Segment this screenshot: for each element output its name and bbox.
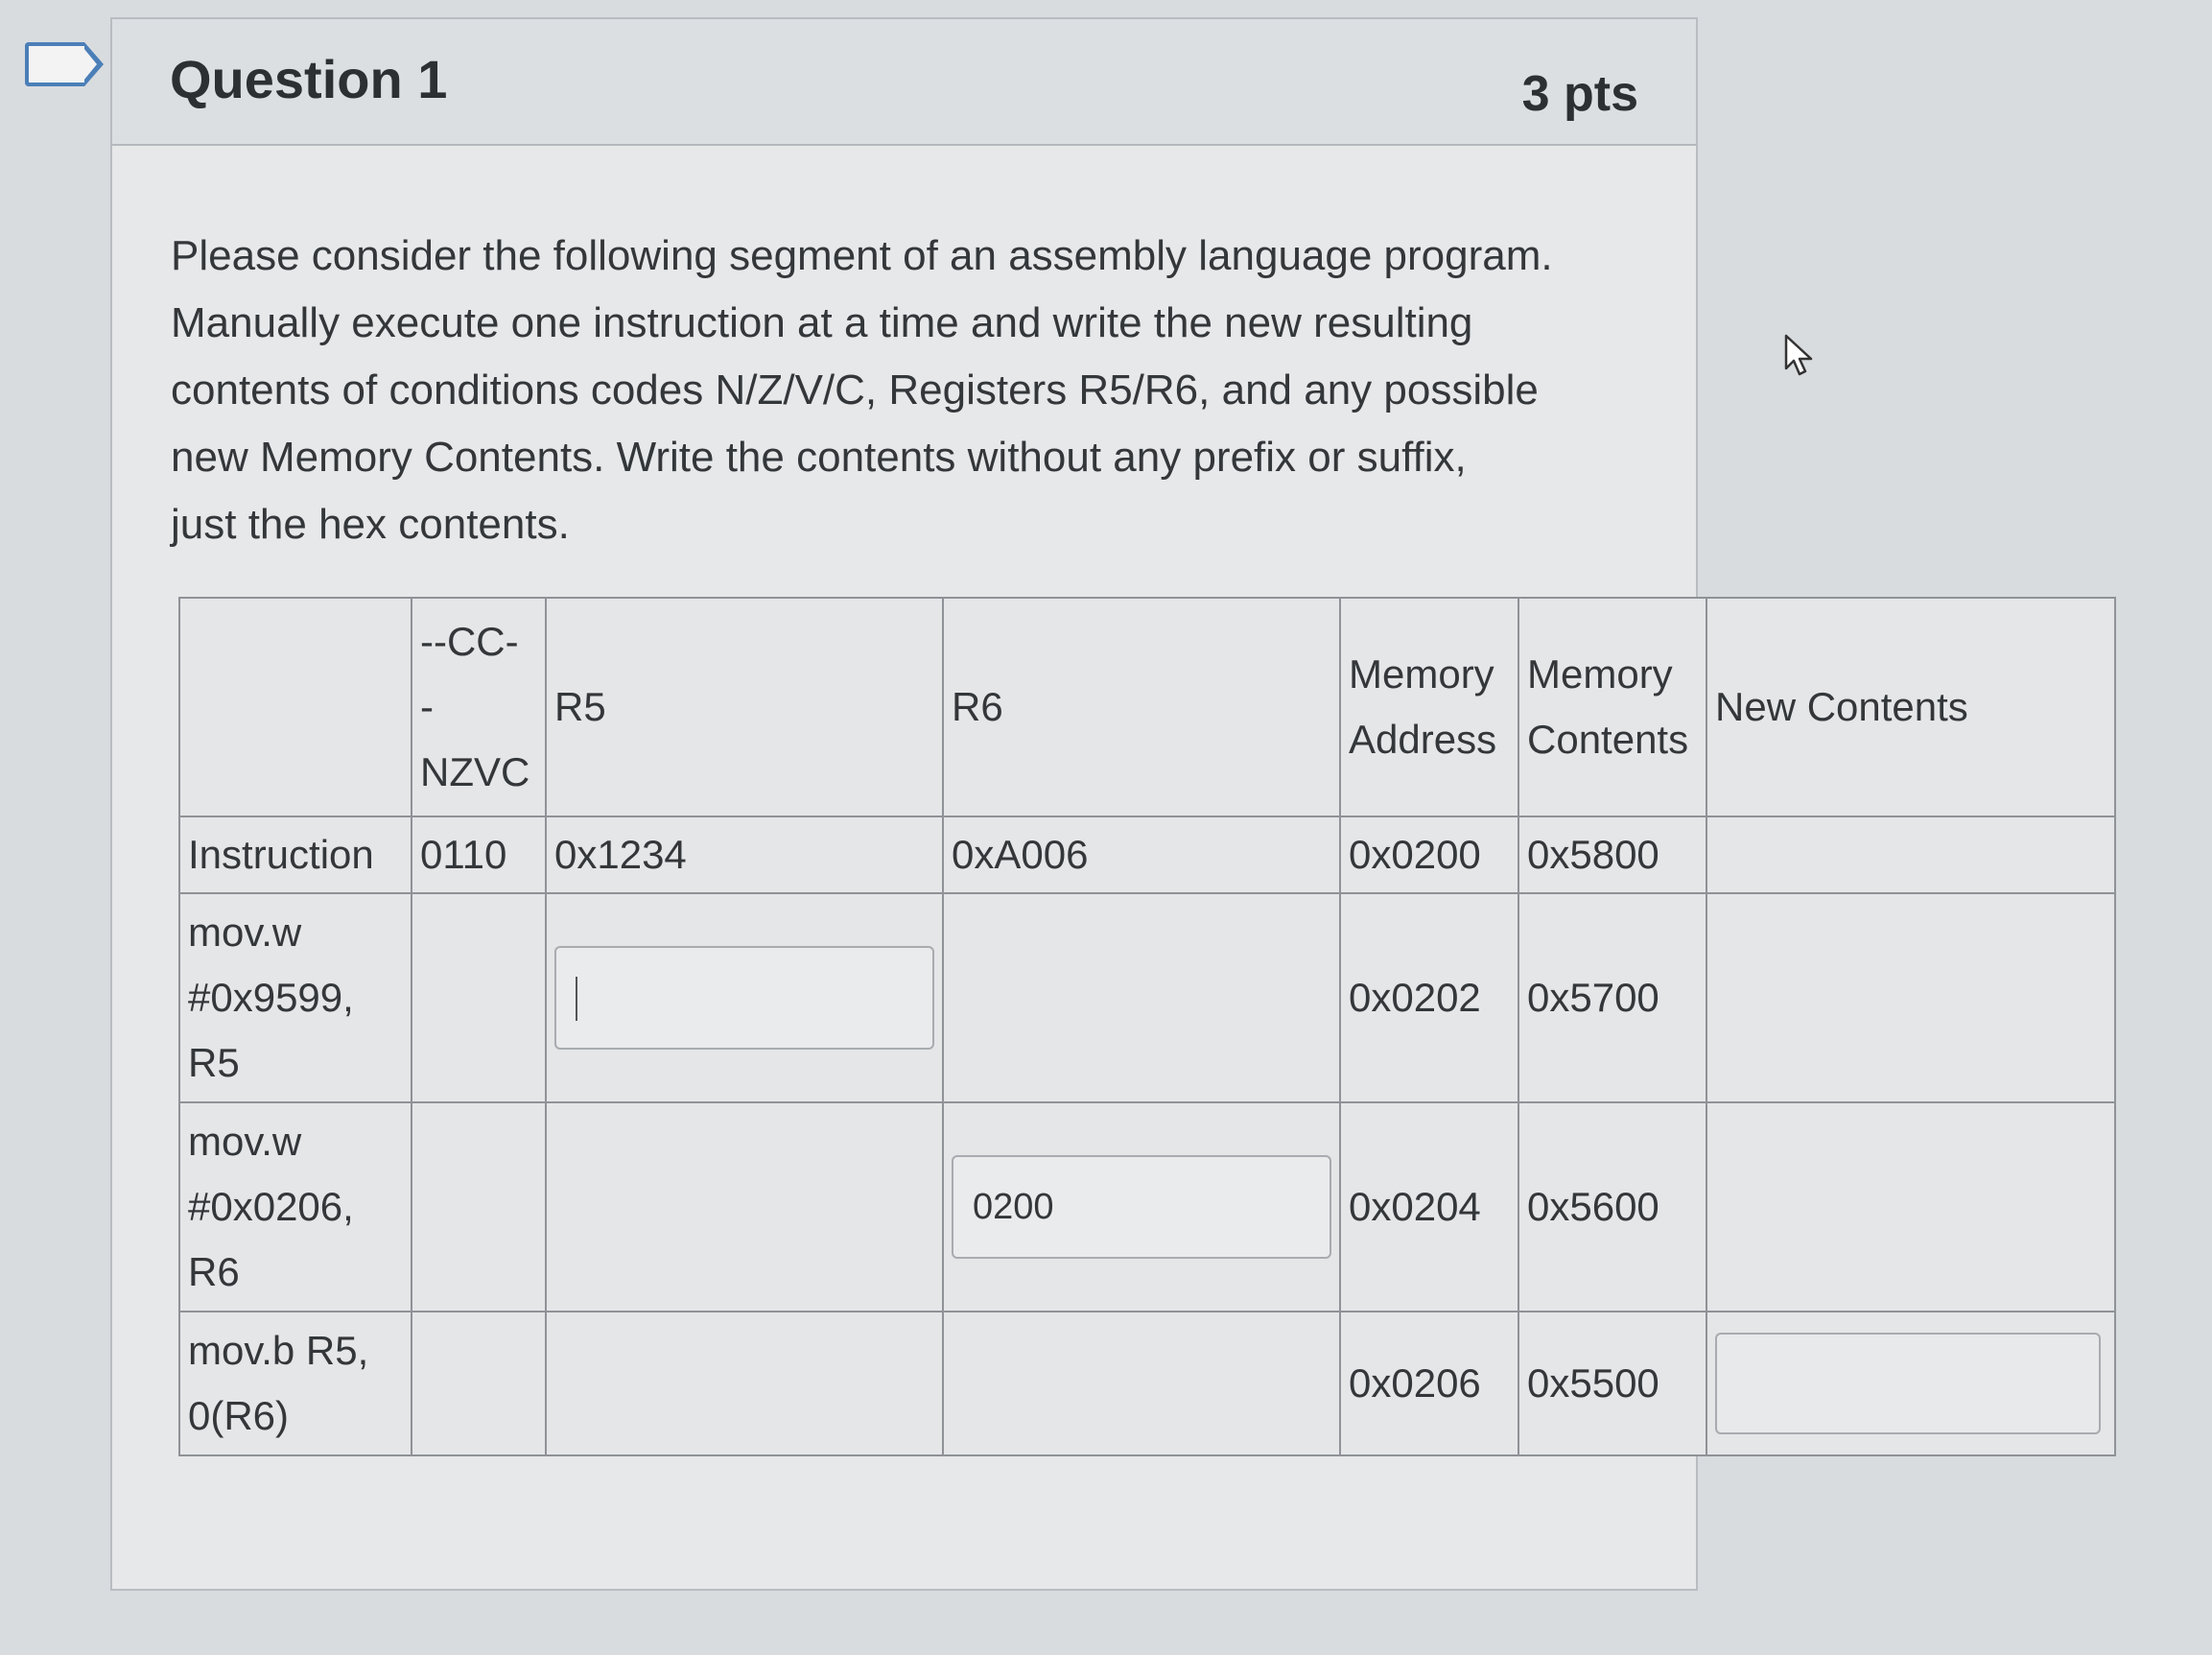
r6-cell xyxy=(943,893,1340,1102)
r5-cell: 0x1234 xyxy=(546,816,943,893)
prompt-line: just the hex contents. xyxy=(171,501,570,548)
table-header-row xyxy=(179,598,2115,816)
bookmark-flag-icon[interactable] xyxy=(25,42,84,86)
question-points: 3 pts xyxy=(1521,66,1638,122)
r6-cell: 0xA006 xyxy=(943,816,1340,893)
cc-cell xyxy=(412,893,546,1102)
prompt-line: contents of conditions codes N/Z/V/C, Registers R5/R6, and any possible xyxy=(171,366,1539,414)
instruction-line: 0(R6) xyxy=(188,1393,290,1438)
instruction-line: mov.w xyxy=(188,910,302,955)
header-line: Memory xyxy=(1349,651,1494,697)
question-header xyxy=(112,19,1696,146)
new-contents-answer-input[interactable] xyxy=(1715,1333,2101,1434)
instruction-cell xyxy=(179,893,412,1102)
header-cc-line: --CC- xyxy=(420,619,519,664)
header-instruction xyxy=(179,598,412,816)
new-contents-cell xyxy=(1706,893,2115,1102)
question-prompt xyxy=(171,223,1648,558)
question-title: Question 1 xyxy=(170,49,448,109)
table-row xyxy=(179,1102,2115,1312)
instruction-cell xyxy=(179,1312,412,1455)
header-cc xyxy=(412,598,546,816)
instruction-cell: Instruction xyxy=(179,816,412,893)
execution-table xyxy=(178,597,2116,1456)
r6-cell xyxy=(943,1102,1340,1312)
header-cc-line: NZVC xyxy=(420,749,530,794)
r6-cell xyxy=(943,1312,1340,1455)
memory-contents-cell: 0x5800 xyxy=(1518,816,1706,893)
cc-cell: 0110 xyxy=(412,816,546,893)
memory-contents-cell: 0x5600 xyxy=(1518,1102,1706,1312)
memory-contents-cell: 0x5500 xyxy=(1518,1312,1706,1455)
instruction-line: R5 xyxy=(188,1040,240,1085)
r5-cell xyxy=(546,893,943,1102)
header-line: Contents xyxy=(1527,717,1689,762)
memory-contents-cell: 0x5700 xyxy=(1518,893,1706,1102)
instruction-cell xyxy=(179,1102,412,1312)
r5-answer-input[interactable] xyxy=(554,946,934,1050)
prompt-line: Manually execute one instruction at a time and write the new resulting xyxy=(171,299,1473,346)
header-new-contents: New Contents xyxy=(1706,598,2115,816)
prompt-line: Please consider the following segment of an assembly language program. xyxy=(171,232,1553,279)
r6-answer-input[interactable]: 0200 xyxy=(952,1155,1331,1259)
r5-cell xyxy=(546,1312,943,1455)
header-memory-contents xyxy=(1518,598,1706,816)
table-row xyxy=(179,1312,2115,1455)
header-line: Address xyxy=(1349,717,1497,762)
mouse-pointer-icon xyxy=(1782,334,1817,378)
new-contents-cell xyxy=(1706,1102,2115,1312)
prompt-line: new Memory Contents. Write the contents without any prefix or suffix, xyxy=(171,434,1467,481)
header-line: Memory xyxy=(1527,651,1673,697)
instruction-line: mov.w xyxy=(188,1119,302,1164)
header-r6: R6 xyxy=(943,598,1340,816)
cc-cell xyxy=(412,1312,546,1455)
instruction-line: mov.b R5, xyxy=(188,1328,369,1373)
header-cc-line: - xyxy=(420,684,434,729)
new-contents-cell xyxy=(1706,1312,2115,1455)
memory-address-cell: 0x0200 xyxy=(1340,816,1518,893)
instruction-line: #0x0206, xyxy=(188,1184,354,1229)
memory-address-cell: 0x0204 xyxy=(1340,1102,1518,1312)
instruction-line: #0x9599, xyxy=(188,975,354,1020)
memory-address-cell: 0x0202 xyxy=(1340,893,1518,1102)
table-row-initial xyxy=(179,816,2115,893)
memory-address-cell: 0x0206 xyxy=(1340,1312,1518,1455)
table-row xyxy=(179,893,2115,1102)
header-r5: R5 xyxy=(546,598,943,816)
new-contents-cell xyxy=(1706,816,2115,893)
cc-cell xyxy=(412,1102,546,1312)
r5-cell xyxy=(546,1102,943,1312)
instruction-line: R6 xyxy=(188,1249,240,1294)
header-memory-address xyxy=(1340,598,1518,816)
